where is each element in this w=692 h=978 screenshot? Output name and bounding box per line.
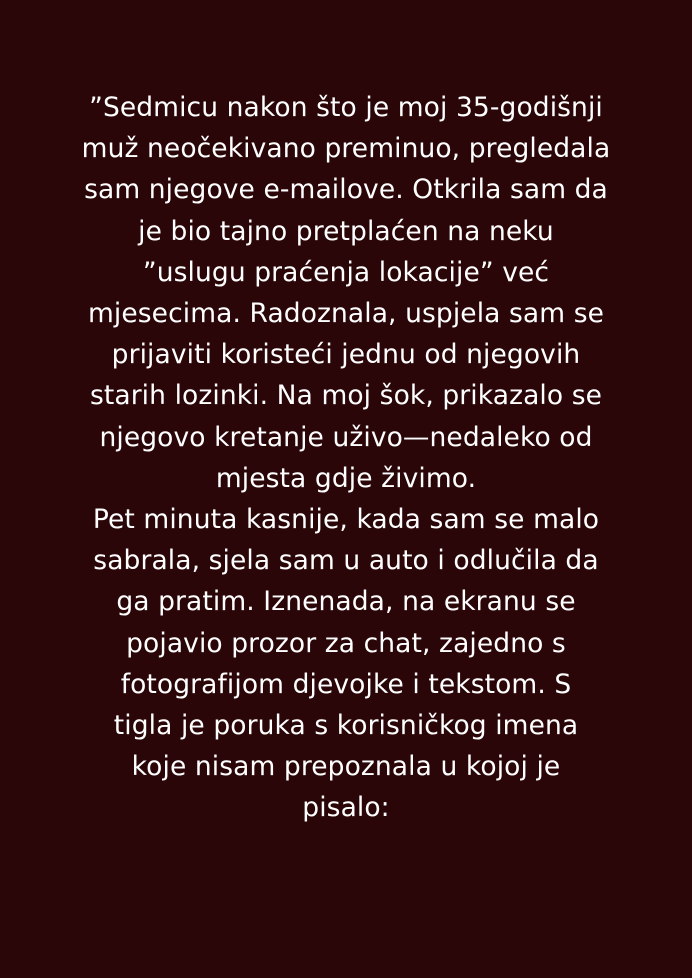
- story-line: Pet minuta kasnije, kada sam se malo: [92, 504, 600, 536]
- story-text: [0, 87, 692, 829]
- story-line: ”uslugu praćenja lokacije” već: [142, 256, 550, 288]
- story-line: koje nisam prepoznala u kojoj je: [131, 751, 561, 783]
- story-line: ga pratim. Iznenada, na ekranu se: [116, 586, 576, 618]
- story-line: mjesecima. Radoznala, uspjela sam se: [87, 298, 605, 330]
- story-line: prijaviti koristeći jednu od njegovih: [111, 339, 581, 371]
- story-line: tigla je poruka s korisničkog imena: [113, 710, 579, 742]
- story-line: muž neočekivano preminuo, pregledala: [81, 133, 611, 165]
- story-line: je bio tajno pretplaćen na neku: [138, 215, 554, 247]
- story-line: sam njegove e-mailove. Otkrila sam da: [84, 174, 608, 206]
- story-line: mjesta gdje živimo.: [215, 462, 477, 494]
- story-line: pisalo:: [302, 792, 390, 824]
- story-line: pojavio prozor za chat, zajedno s: [126, 627, 566, 659]
- story-line: sabrala, sjela sam u auto i odlučila da: [93, 545, 599, 577]
- story-line: njegovo kretanje uživo—nedaleko od: [99, 421, 593, 453]
- story-line: fotografijom djevojke i tekstom. S: [120, 668, 572, 700]
- story-line: starih lozinki. Na moj šok, prikazalo se: [89, 380, 603, 412]
- story-line: ”Sedmicu nakon što je moj 35-godišnji: [89, 92, 603, 123]
